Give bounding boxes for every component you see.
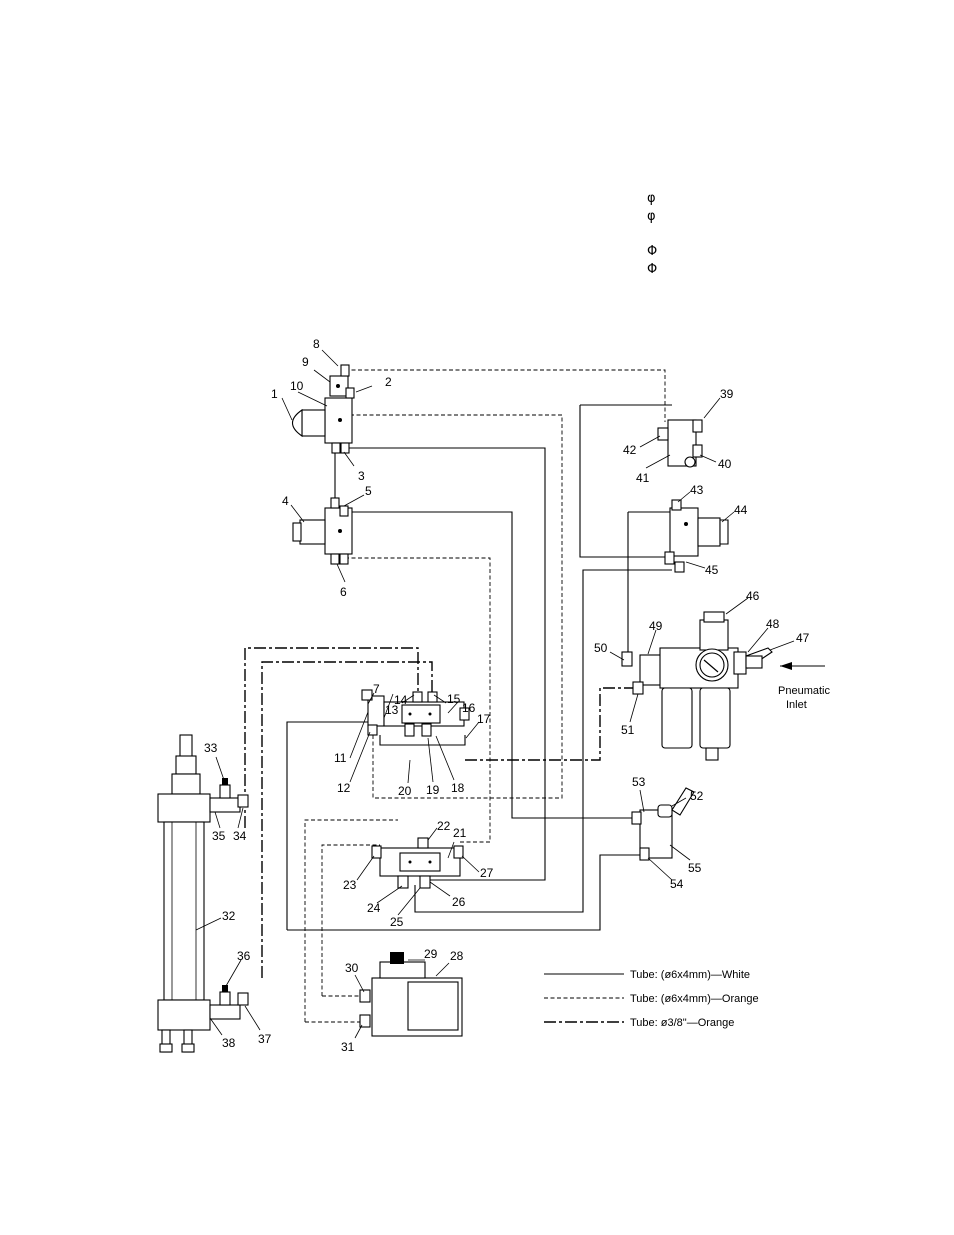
callout-21: 21 bbox=[453, 826, 467, 840]
callout-37: 37 bbox=[258, 1032, 272, 1046]
callout-9: 9 bbox=[302, 355, 309, 369]
fitting bbox=[331, 498, 339, 508]
callout-48: 48 bbox=[766, 617, 780, 631]
valve-port-dot bbox=[338, 529, 342, 533]
callout-54: 54 bbox=[670, 877, 684, 891]
callout-1: 1 bbox=[271, 387, 278, 401]
symbol-phi-2: φ bbox=[647, 209, 656, 224]
callout-55: 55 bbox=[688, 861, 702, 875]
callout-27: 27 bbox=[480, 866, 494, 880]
symbol-phi-4: Φ bbox=[647, 262, 658, 277]
callout-4: 4 bbox=[282, 494, 289, 508]
legend-text-large: Tube: ø3/8"—Orange bbox=[630, 1017, 735, 1029]
callout-53: 53 bbox=[632, 775, 646, 789]
callout-42: 42 bbox=[623, 443, 637, 457]
callout-11: 11 bbox=[334, 751, 347, 765]
callout-18: 18 bbox=[451, 781, 465, 795]
callout-31: 31 bbox=[341, 1040, 355, 1054]
callout-43: 43 bbox=[690, 483, 704, 497]
callout-34: 34 bbox=[233, 829, 247, 843]
flow-control-35 bbox=[210, 778, 248, 812]
callout-20: 20 bbox=[398, 784, 412, 798]
inlet-label-line1: Pneumatic bbox=[778, 685, 830, 697]
callout-24: 24 bbox=[367, 901, 381, 915]
fitting bbox=[346, 388, 354, 398]
callout-30: 30 bbox=[345, 961, 359, 975]
callout-40: 40 bbox=[718, 457, 732, 471]
callout-52: 52 bbox=[690, 789, 704, 803]
callout-15: 15 bbox=[447, 692, 461, 706]
callout-36: 36 bbox=[237, 949, 251, 963]
callout-14: 14 bbox=[394, 693, 408, 707]
callout-13: 13 bbox=[385, 703, 399, 717]
callout-47: 47 bbox=[796, 631, 810, 645]
valve-port-dot bbox=[684, 522, 688, 526]
fitting bbox=[340, 506, 348, 516]
inlet-label-line2: Inlet bbox=[786, 699, 807, 711]
callout-6: 6 bbox=[340, 585, 347, 599]
callout-50: 50 bbox=[594, 641, 608, 655]
legend-text-orange: Tube: (ø6x4mm)—Orange bbox=[630, 993, 759, 1005]
callout-51: 51 bbox=[621, 723, 635, 737]
flow-control-38 bbox=[210, 985, 248, 1019]
symbol-phi-3: Φ bbox=[647, 244, 658, 259]
callout-45: 45 bbox=[705, 563, 719, 577]
fitting bbox=[341, 365, 349, 376]
callout-16: 16 bbox=[462, 701, 476, 715]
callout-49: 49 bbox=[649, 619, 663, 633]
fitting bbox=[331, 554, 339, 564]
callout-22: 22 bbox=[437, 819, 451, 833]
fitting bbox=[341, 443, 349, 453]
valve-41 bbox=[658, 420, 702, 467]
symbol-phi-1: φ bbox=[647, 191, 656, 206]
fitting bbox=[332, 443, 340, 453]
callout-33: 33 bbox=[204, 741, 218, 755]
callout-41: 41 bbox=[636, 471, 650, 485]
callout-12: 12 bbox=[337, 781, 351, 795]
tubing-white bbox=[287, 405, 672, 930]
inlet-arrow bbox=[780, 662, 825, 670]
callout-2: 2 bbox=[385, 375, 392, 389]
callout-39: 39 bbox=[720, 387, 734, 401]
callout-38: 38 bbox=[222, 1036, 236, 1050]
device-28 bbox=[360, 952, 462, 1036]
callout-5: 5 bbox=[365, 484, 372, 498]
callout-17: 17 bbox=[477, 712, 491, 726]
callout-26: 26 bbox=[452, 895, 466, 909]
symbol-group bbox=[647, 191, 657, 277]
callout-8: 8 bbox=[313, 337, 320, 351]
callout-23: 23 bbox=[343, 878, 357, 892]
valve-button-44 bbox=[665, 500, 728, 572]
legend bbox=[544, 969, 759, 1029]
tubing-orange bbox=[305, 370, 665, 1022]
callout-46: 46 bbox=[746, 589, 760, 603]
callout-35: 35 bbox=[212, 829, 226, 843]
cylinder-32 bbox=[158, 735, 210, 1052]
valve-port-dot bbox=[338, 418, 342, 422]
valve-port-dot bbox=[336, 384, 340, 388]
callout-44: 44 bbox=[734, 503, 748, 517]
callout-32: 32 bbox=[222, 909, 236, 923]
callout-28: 28 bbox=[450, 949, 464, 963]
callout-10: 10 bbox=[290, 379, 304, 393]
callout-7: 7 bbox=[373, 682, 380, 696]
callout-19: 19 bbox=[426, 783, 440, 797]
frl-unit-46 bbox=[622, 612, 772, 760]
callout-25: 25 bbox=[390, 915, 404, 929]
callout-3: 3 bbox=[358, 469, 365, 483]
fitting bbox=[340, 554, 348, 564]
legend-text-white: Tube: (ø6x4mm)—White bbox=[630, 969, 751, 981]
callout-29: 29 bbox=[424, 947, 438, 961]
